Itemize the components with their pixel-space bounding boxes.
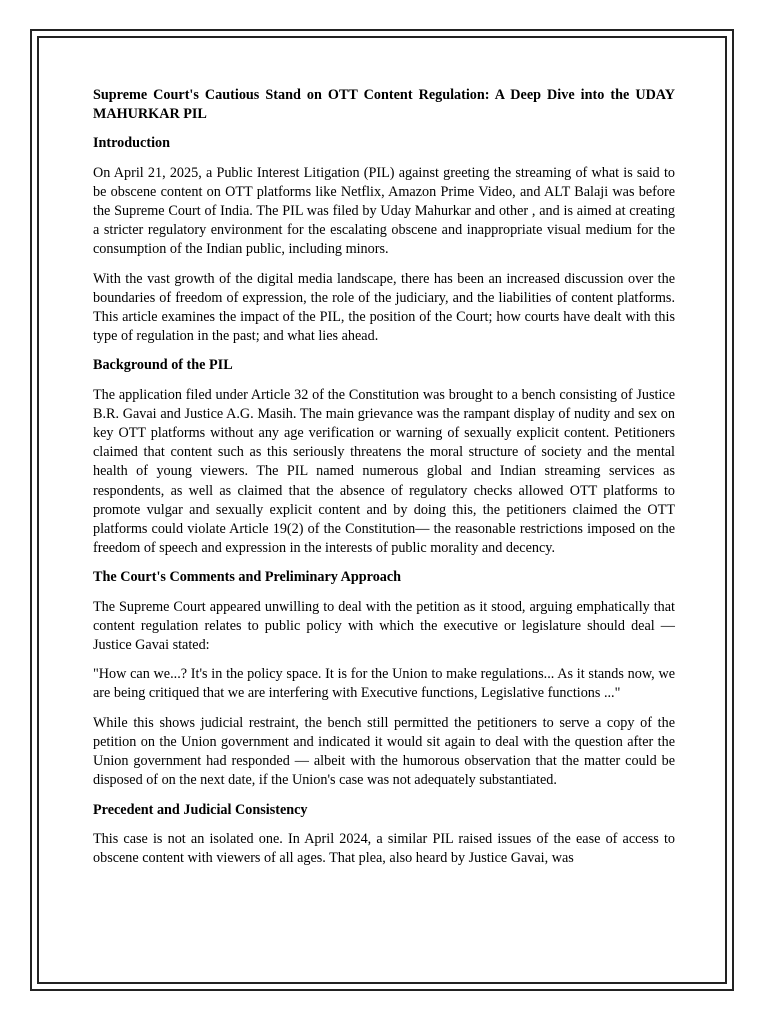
article-body [93, 86, 675, 878]
paragraph-intro-2: With the vast growth of the digital media landscape, there has been an increased discussion over the boundaries of freedom of expression, the role of the judiciary, and the liabilities of content platforms. This article examines the impact of the PIL, the position of the Court; how courts have dealt with this type of regulation in the past; and what lies ahead. [93, 270, 675, 345]
paragraph-intro-1: On April 21, 2025, a Public Interest Litigation (PIL) against greeting the streaming of what is said to be obscene content on OTT platforms like Netflix, Amazon Prime Video, and ALT Balaji was before the Supreme Court of India. The PIL was filed by Uday Mahurkar and other , and is aimed at creating a stricter regulatory environment for the escalating obscene and inappropriate visual medium for the consumption of the Indian public, including minors. [93, 164, 675, 258]
heading-introduction: Introduction [93, 135, 170, 152]
paragraph-comments-2: While this shows judicial restraint, the bench still permitted the petitioners to serve a copy of the petition on the Union government and indicated it would sit again to deal with the question after the Union government had responded — albeit with the humorous observation that the matter could be disposed of on the next date, if the Union's case was not adequately substantiated. [93, 714, 675, 789]
paragraph-precedent-1: This case is not an isolated one. In April 2024, a similar PIL raised issues of the ease of access to obscene content with viewers of all ages. That plea, also heard by Justice Gavai, was [93, 830, 675, 866]
heading-precedent: Precedent and Judicial Consistency [93, 801, 308, 818]
quote-justice-gavai: "How can we...? It's in the policy space. It is for the Union to make regulations... As it stands now, we are being critiqued that we are interfering with Executive functions, Legislative functions ..." [93, 666, 675, 702]
heading-background: Background of the PIL [93, 357, 233, 374]
heading-court-comments: The Court's Comments and Preliminary Approach [93, 569, 402, 586]
paragraph-comments-1: The Supreme Court appeared unwilling to deal with the petition as it stood, arguing emphatically that content regulation relates to public policy with which the executive or legislature should deal — Justice Gavai stated: [93, 598, 675, 654]
paragraph-background-1: The application filed under Article 32 of the Constitution was brought to a bench consisting of Justice B.R. Gavai and Justice A.G. Masih. The main grievance was the rampant display of nudity and sex on key OTT platforms without any age verification or warning of sexually explicit content. Petitioners claimed that content such as this seriously threatens the moral structure of society and the mental health of young viewers. The PIL named numerous global and Indian streaming services as respondents, as well as claimed that the absence of regulatory checks allowed OTT platforms to promote vulgar and sexually explicit content and by doing this, the petitioners claimed the OTT platforms could violate Article 19(2) of the Constitution— the reasonable restrictions imposed on the freedom of speech and expression in the interests of public morality and decency. [93, 386, 675, 557]
article-title: Supreme Court's Cautious Stand on OTT Content Regulation: A Deep Dive into the UDAY MAHURKAR PIL [93, 87, 675, 123]
